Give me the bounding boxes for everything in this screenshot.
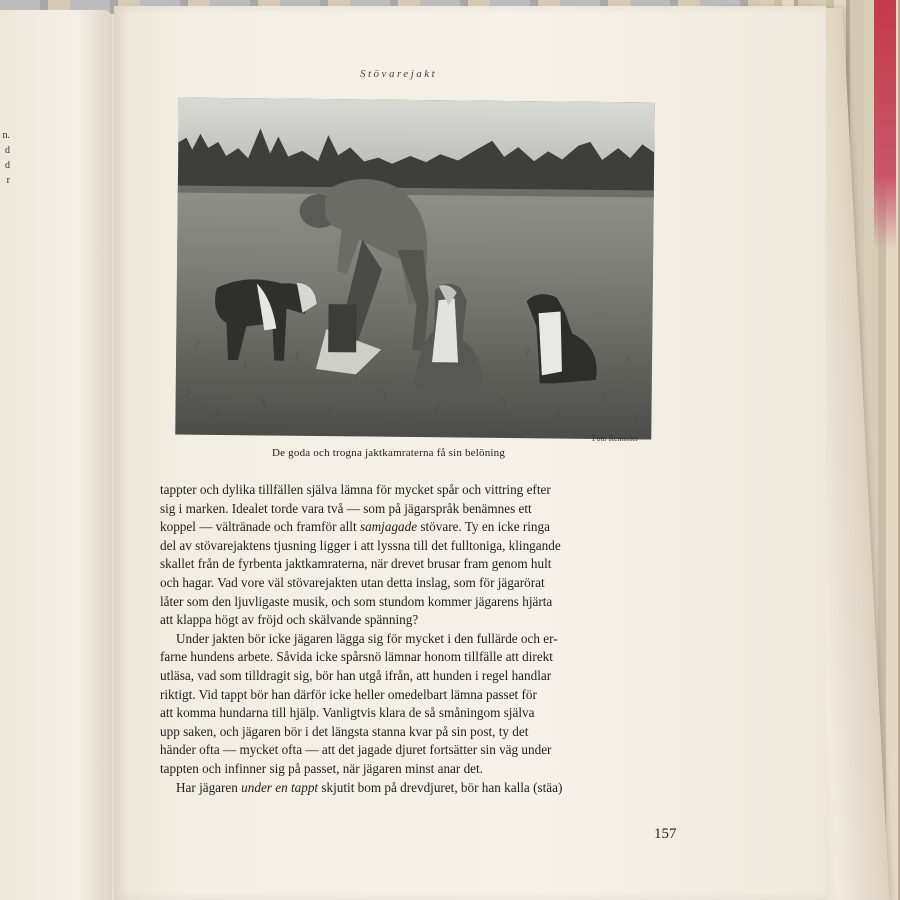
text-run: tappter och dylika tillfällen själva lämna för mycket spår och vittring efter — [160, 482, 551, 497]
text-line — [160, 518, 680, 537]
text-line — [160, 555, 680, 574]
text-line — [160, 704, 680, 723]
photo-credit: Foto Remmler — [592, 434, 639, 443]
text-line — [160, 686, 680, 705]
text-line — [160, 760, 680, 779]
text-run: låter som den ljuvligaste musik, och som stundom kommer jägarens hjärta — [160, 593, 553, 609]
text-run: att klappa högt av fröjd och skälvande spänning? — [160, 612, 419, 628]
text-line — [160, 779, 680, 798]
text-run: riktigt. Vid tappt bör han därför icke heller omedelbart lämna passet för — [160, 686, 537, 702]
text-line — [160, 593, 680, 612]
text-line — [160, 630, 680, 649]
text-line — [160, 741, 680, 760]
text-line — [160, 723, 680, 742]
left-fragment: n. — [2, 130, 10, 141]
text-run: upp saken, och jägaren bör i det längsta stanna kvar på sin post, ty det — [160, 723, 529, 739]
italic-phrase: under en tappt — [241, 779, 319, 795]
body-text — [160, 481, 680, 797]
text-run: händer ofta — mycket ofta — att det jagade djuret fortsätter sin väg under — [160, 742, 552, 758]
text-line — [160, 574, 680, 593]
text-run: tappten och infinner sig på passet, när jägaren minst anar det. — [160, 760, 483, 776]
text-line — [160, 537, 680, 556]
text-run: stövare. Ty en icke ringa — [417, 519, 550, 535]
left-page — [0, 10, 112, 900]
left-fragment: r — [6, 175, 10, 186]
left-fragment: d — [5, 160, 10, 171]
text-run: och hagar. Vad vore väl stövarejakten utan detta inslag, som för jägarörat — [160, 574, 545, 590]
text-run: skallet från de fyrbenta jaktkamraterna, när drevet brusar fram genom hult — [160, 556, 552, 572]
left-page-text-fragments — [0, 128, 10, 188]
text-run: sig i marken. Idealet torde vara två — som på jägarspråk benämnes ett — [160, 500, 532, 516]
text-run: Under jakten bör icke jägaren lägga sig för mycket i den fullärde och er- — [176, 630, 558, 646]
text-line — [160, 611, 680, 630]
text-line — [160, 667, 680, 686]
text-line — [160, 648, 680, 667]
photo-hunter-with-hounds — [175, 98, 655, 440]
running-head: Stövarejakt — [360, 68, 438, 80]
text-run: del av stövarejaktens tjusning ligger i att lyssna till det fulltoniga, klingande — [160, 537, 561, 553]
text-line — [160, 481, 680, 500]
text-run: Har jägaren — [176, 779, 242, 795]
cloth-red-stripe — [874, 0, 896, 250]
page-number: 157 — [654, 826, 677, 842]
italic-phrase: samjagade — [359, 519, 418, 535]
photo-caption: De goda och trogna jaktkamraterna få sin belöning — [272, 447, 506, 459]
text-run: skjutit bom på drevdjuret, bör han kalla (stäa) — [318, 779, 563, 795]
text-run: utläsa, vad som tilldragit sig, bör han utgå ifrån, att hunden i regel handlar — [160, 667, 552, 683]
text-line — [160, 500, 680, 519]
left-fragment: d — [5, 145, 10, 156]
photo-illustration — [175, 98, 655, 440]
text-run: koppel — vältränade och framför allt — [160, 519, 360, 535]
text-run: att komma hundarna till hjälp. Vanligtvis klara de så småningom själva — [160, 705, 535, 721]
text-run: farne hundens arbete. Såvida icke spårsnö lämnar honom tillfälle att direkt — [160, 649, 553, 665]
